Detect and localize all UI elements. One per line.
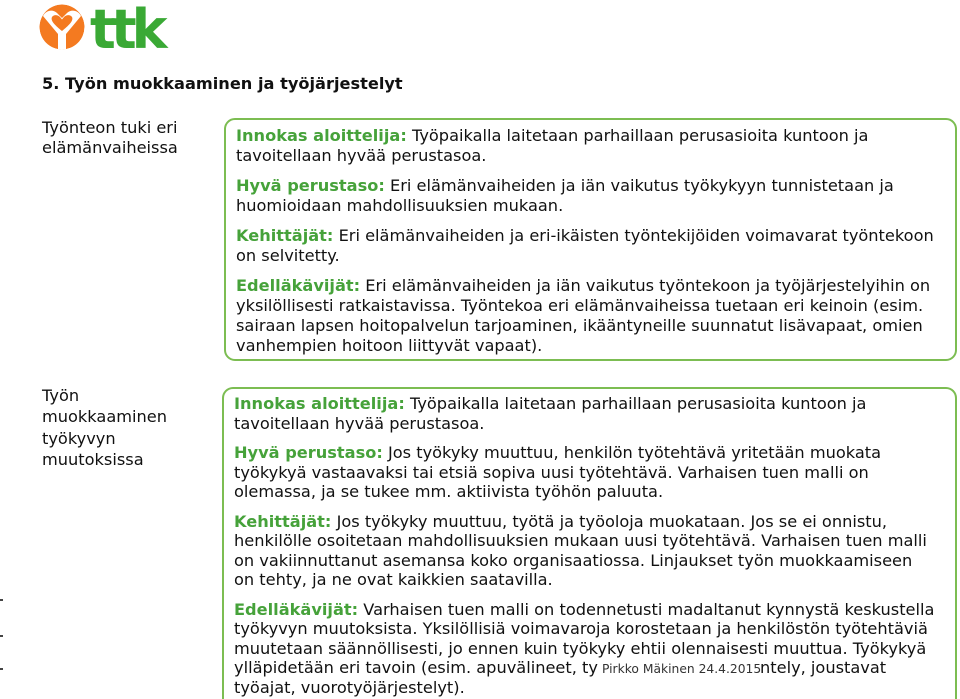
row-label-tyon-muokkaaminen: Työn muokkaaminen työkyvyn muutoksissa [42, 386, 167, 469]
level-line [234, 600, 945, 620]
edge-mark [0, 599, 3, 601]
level-line: henkilölle osoitetaan mahdollisuuksien mukaan uusi työtehtävä. Varhaisen tuen malli [234, 531, 927, 550]
level-text: Eri elämänvaiheiden ja iän vaikutus työkykyyn tunnistetaan ja [389, 176, 894, 195]
level-text: Eri elämänvaiheiden ja iän vaikutus työntekoon ja työjärjestelyihin on [365, 276, 931, 295]
level-label: Hyvä perustaso: [234, 443, 383, 462]
level-edellakavijat [236, 276, 945, 356]
level-text: Eri elämänvaiheiden ja eri-ikäisten työntekijöiden voimavarat työntekoon [338, 226, 934, 245]
level-innokas-aloittelija [236, 126, 945, 166]
level-line: tavoitellaan hyvää perustasoa. [236, 146, 487, 165]
level-label: Kehittäjät: [236, 226, 334, 245]
level-line: on selvitetty. [236, 246, 340, 265]
level-hyva-perustaso [234, 443, 945, 502]
level-text: Työpaikalla laitetaan parhaillaan perusasioita kuntoon ja [411, 126, 869, 145]
ttk-logo [39, 0, 179, 61]
logo-wordmark: ttk [90, 0, 163, 61]
level-label: Edelläkävijät: [236, 276, 361, 295]
levels-box-tyonteon-tuki [224, 118, 957, 361]
level-label: Innokas aloittelija: [236, 126, 407, 145]
level-text: Jos työkyky muuttuu, henkilön työtehtävä yritetään muokata [387, 443, 882, 462]
footer-author-date: Pirkko Mäkinen 24.4.2015 [602, 662, 762, 676]
section-heading: 5. Työn muokkaaminen ja työjärjestelyt [42, 74, 403, 93]
level-line [236, 126, 945, 146]
level-line [236, 176, 945, 196]
level-text-tail: ntely, joustavat [760, 658, 887, 677]
level-line: työajat, vuorotyöjärjestelyt). [234, 677, 465, 697]
level-line: olemassa, ja se tukee mm. aktiivista työhön paluuta. [234, 482, 664, 501]
edge-mark [0, 668, 3, 670]
row-label-tyonteon-tuki: Työnteon tuki eri elämänvaiheissa [42, 118, 178, 157]
level-label: Hyvä perustaso: [236, 176, 385, 195]
level-kehittajat [236, 226, 945, 266]
level-line: sairaan lapsen hoitopalvelun tarjoaminen, ikääntyneille suunnatut lisävapaat, omien [236, 316, 923, 335]
level-label: Edelläkävijät: [234, 599, 359, 619]
level-line: muutetaan säännöllisesti, jo ennen kuin työkyky ehtii olennaisesti muuttua. Työkykyä [234, 638, 927, 658]
level-line [236, 276, 945, 296]
level-hyva-perustaso [236, 176, 945, 216]
level-text: Työpaikalla laitetaan parhaillaan perusasioita kuntoon ja [409, 394, 867, 413]
level-text: Varhaisen tuen malli on todennetusti madaltanut kynnystä keskustella [363, 599, 935, 619]
level-text: ylläpidetään eri tavoin (esim. apuvälineet, ty [234, 658, 598, 677]
level-line: tavoitellaan hyvää perustasoa. [234, 413, 485, 433]
level-line: työkykyä vastaavaksi tai etsiä sopiva uusi työtehtävä. Varhaisen tuen malli on [234, 462, 869, 482]
level-line: on tehty, ja ne ovat kaikkien saatavilla. [234, 570, 553, 589]
level-line: yksilöllisesti ratkaistavissa. Työntekoa eri elämänvaiheissa tuetaan eri keinoin (esim. [236, 296, 924, 315]
level-line: huomioidaan mahdollisuuksien mukaan. [236, 196, 564, 215]
level-label: Innokas aloittelija: [234, 394, 405, 413]
level-line [234, 512, 945, 532]
edge-mark [0, 635, 3, 637]
level-line: työkyvyn muutoksista. Yksilöllisiä voimavaroja korostetaan ja henkilöstön työtehtäviä [234, 619, 928, 638]
level-line [234, 394, 945, 414]
level-kehittajat [234, 512, 945, 590]
level-line [234, 658, 945, 678]
level-line: vanhempien hoitoon liittyvät vapaat). [236, 336, 543, 355]
levels-box-tyon-muokkaaminen [222, 387, 957, 699]
level-line [236, 226, 945, 246]
level-line [234, 443, 945, 463]
level-text: Jos työkyky muuttuu, työtä ja työoloja muokataan. Jos se ei onnistu, [336, 511, 888, 531]
level-label: Kehittäjät: [234, 511, 332, 531]
level-edellakavijat [234, 600, 945, 698]
ttk-logo-icon [39, 4, 85, 50]
level-line: on vakiinnuttanut asemansa koko organisaatiossa. Linjaukset työn muokkaamiseen [234, 550, 913, 570]
level-innokas-aloittelija [234, 394, 945, 433]
